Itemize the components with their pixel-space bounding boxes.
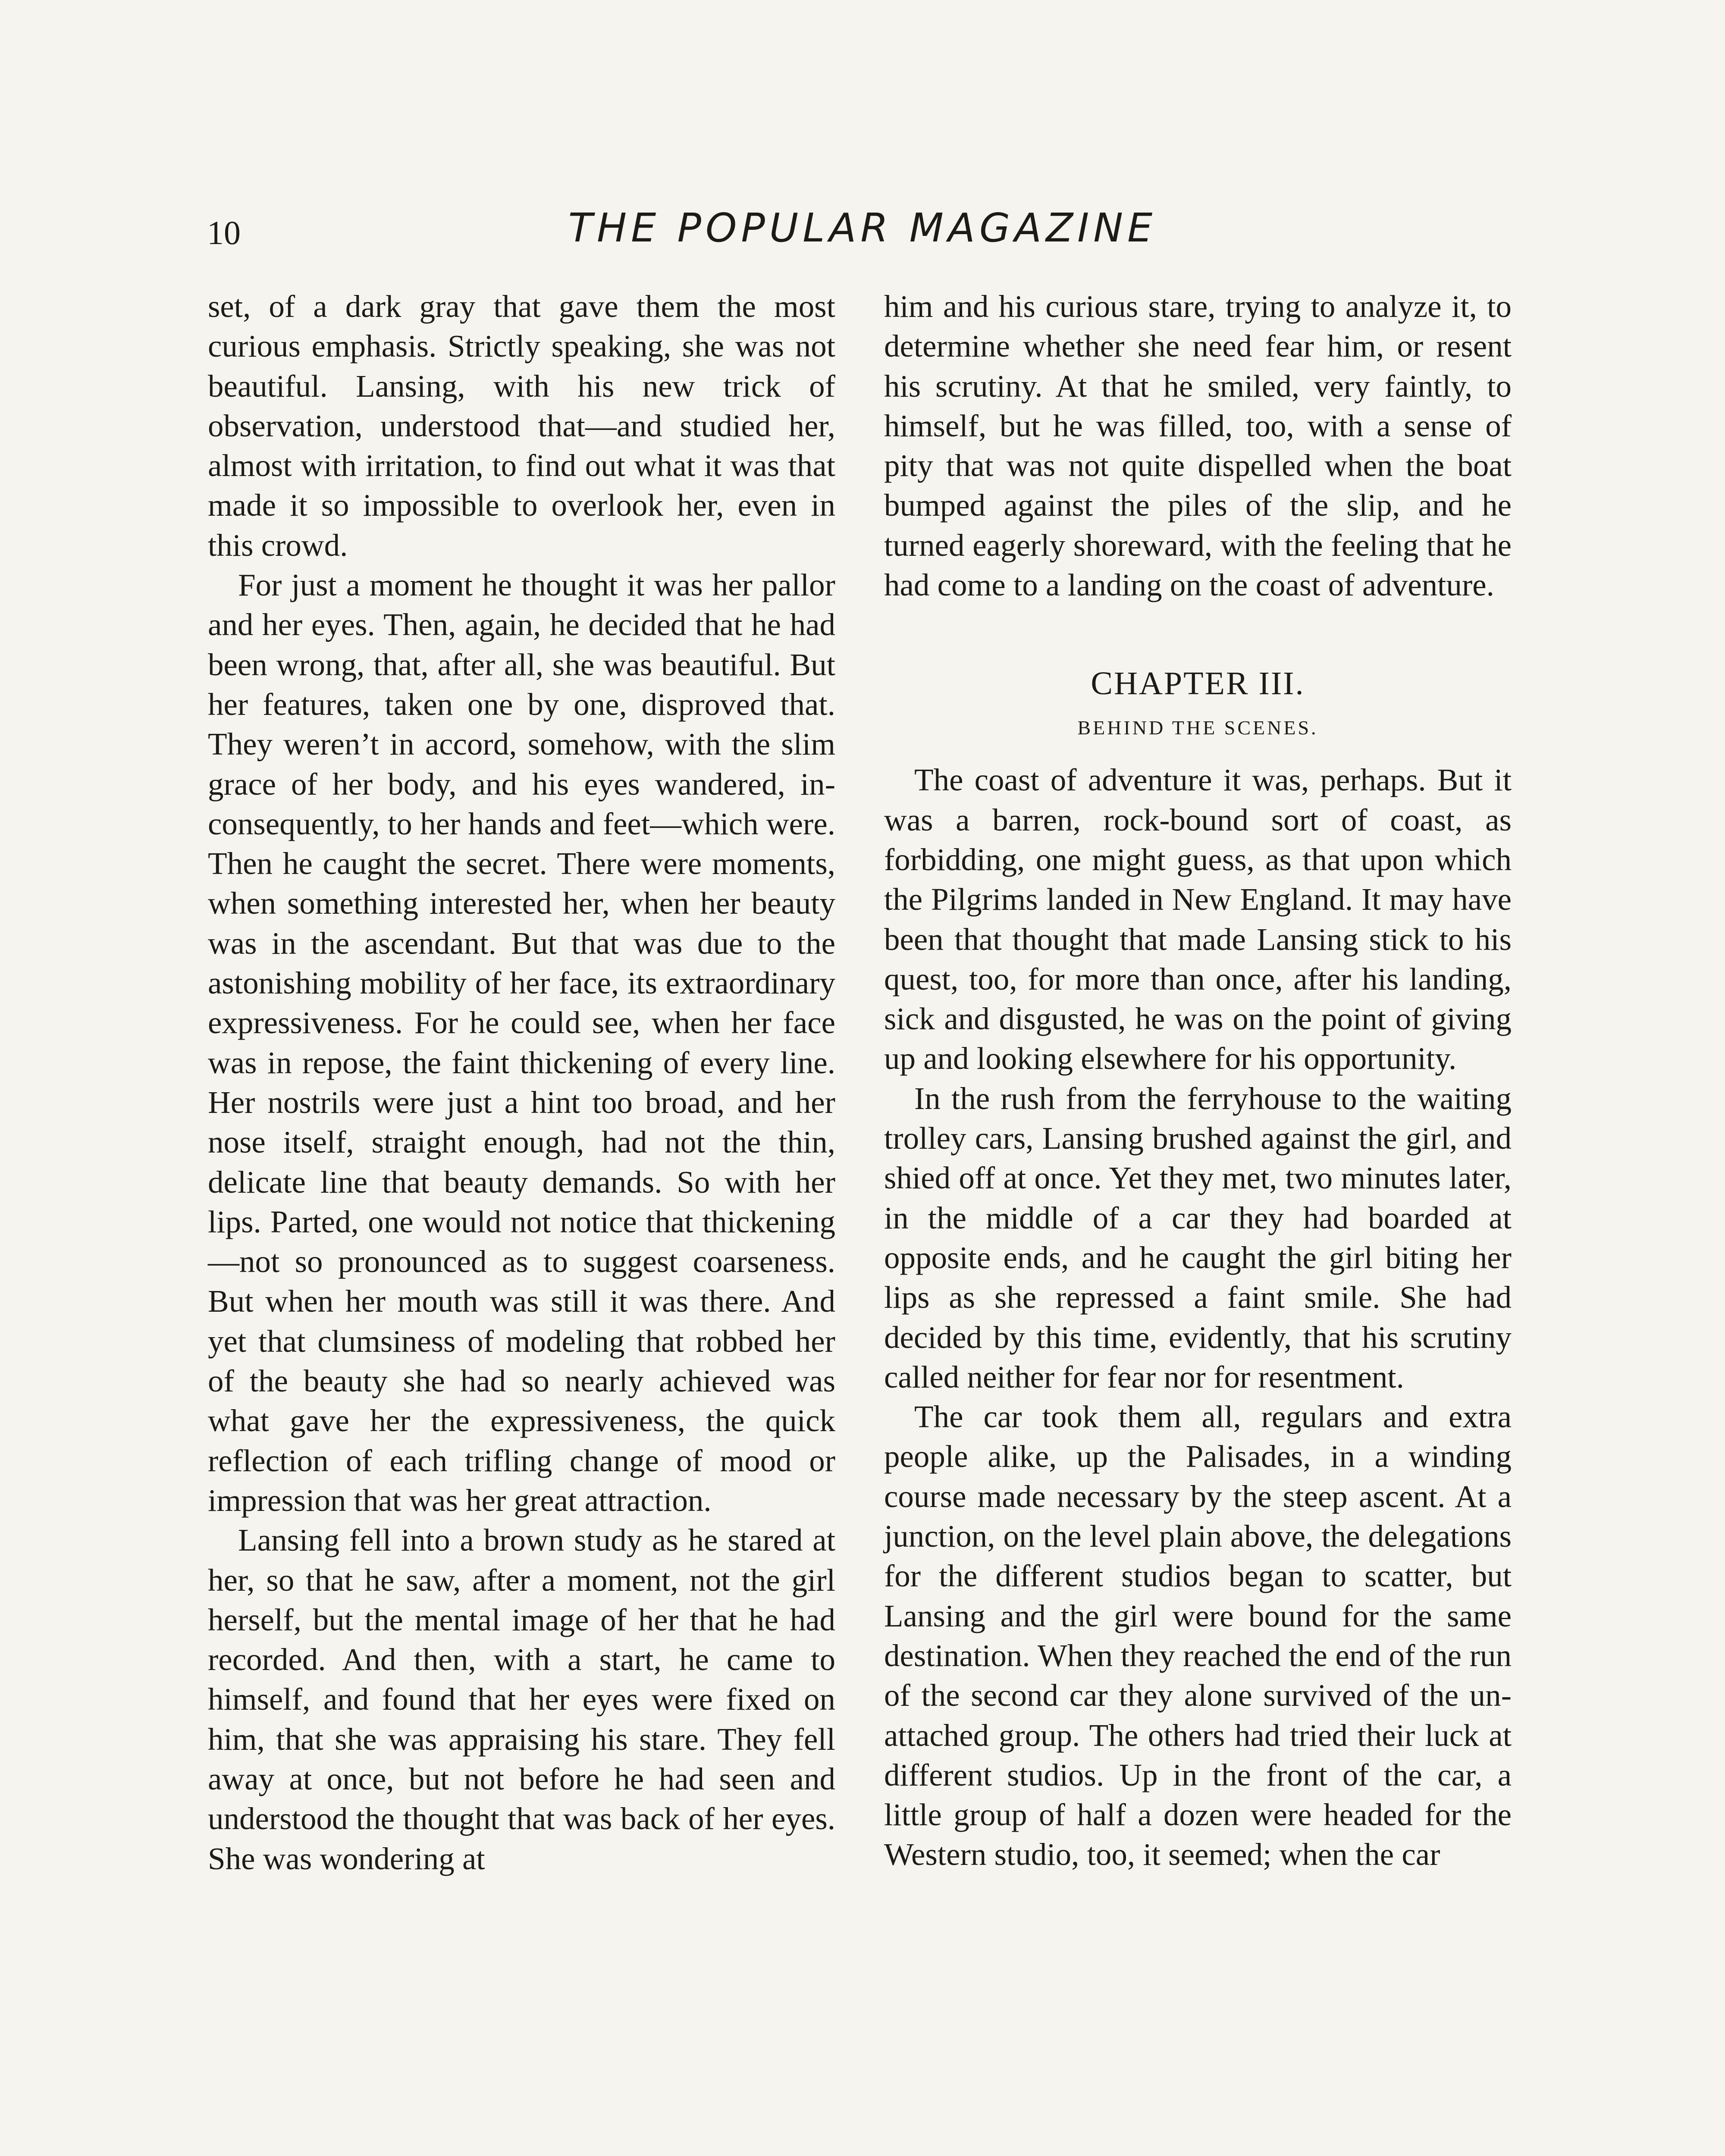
paragraph: In the rush from the ferryhouse to the waiting trolley cars, Lansing brushed against the girl, and shied off at once. Yet they met, two minutes later, in the middle of a car they had boarded at opposite ends, and he caught the girl biting her lips as she repressed a faint smile. She had decided by this time, evidently, that his scrutiny called neither for fear nor for resentment. — [884, 1081, 1512, 1395]
page-number: 10 — [207, 214, 241, 251]
page-header — [207, 205, 1518, 257]
paragraph: Lansing fell into a brown study as he stared at her, so that he saw, after a moment, not the girl herself, but the mental image of her that he had recorded. And then, with a start, he came to himself, and found that her eyes were fixed on him, that she was appraising his stare. They fell away at once, but not before he had seen and understood the thought that was back of her eyes. She was wondering at — [208, 1523, 835, 1876]
chapter-title: CHAPTER III. — [1091, 665, 1305, 702]
chapter-subtitle: BEHIND THE SCENES. — [1077, 717, 1318, 739]
paragraph: him and his curious stare, trying to analyze it, to determine whether she need fear him, or resent his scrutiny. At that he smiled, very faintly, to himself, but he was filled, too, with a sense of pity that was not quite dispelled when the boat bumped against the piles of the slip, and he turned eagerly shoreward, with the feeling that he had come to a landing on the coast of adventure. — [884, 289, 1512, 603]
left-column — [208, 287, 835, 1879]
paragraph: The car took them all, regulars and extra people alike, up the Palisades, in a winding course made necessary by the steep ascent. At a junction, on the level plain above, the delegations for the different studios began to scatter, but Lansing and the girl were bound for the same destination. When they reached the end of the run of the second car they alone survived of the unattached group. The others had tried their luck at different studios. Up in the front of the car, a little group of half a dozen were headed for the Western studio, too, it seemed; when the car — [884, 1399, 1512, 1872]
right-column — [884, 287, 1512, 1875]
paragraph: For just a moment he thought it was her pallor and her eyes. Then, again, he decided that he had been wrong, that, after all, she was beautiful. But her features, taken one by one, disproved that. They weren’t in accord, somehow, with the slim grace of her body, and his eyes wandered, inconsequently, to her hands and feet—which were. Then he caught the secret. There were moments, when something interested her, when her beauty was in the ascendant. But that was due to the astonishing mobility of her face, its extraordinary expressiveness. For he could see, when her face was in repose, the faint thickening of every line. Her nostrils were just a hint too broad, and her nose itself, straight enough, had not the thin, delicate line that beauty demands. So with her lips. Parted, one would not notice that thickening—not so pronounced as to suggest coarseness. But when her mouth was still it was there. And yet that clumsiness of modeling that robbed her of the beauty she had so nearly achieved was what gave her the expressiveness, the quick reflection of each trifling change of mood or impression that was her great attraction. — [208, 567, 835, 1518]
paragraph: set, of a dark gray that gave them the most curious emphasis. Strictly speaking, she was not beautiful. Lansing, with his new trick of observation, understood that—and studied her, almost with irritation, to find out what it was that made it so impossible to overlook her, even in this crowd. — [208, 289, 835, 563]
paragraph: The coast of adventure it was, perhaps. But it was a barren, rock-bound sort of coast, as forbidding, one might guess, as that upon which the Pilgrims landed in New England. It may have been that thought that made Lansing stick to his quest, too, for more than once, after his landing, sick and disgusted, he was on the point of giving up and looking elsewhere for his opportunity. — [884, 762, 1512, 1076]
magazine-title: THE POPULAR MAGAZINE — [568, 205, 1157, 251]
